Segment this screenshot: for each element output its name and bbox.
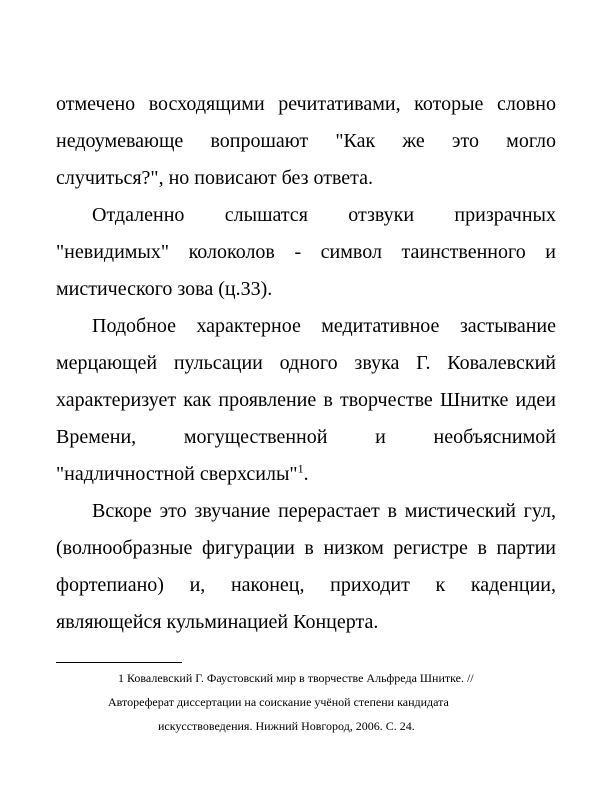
body-text-line xyxy=(56,462,556,486)
body-text-line: Вскоре это звучание перерастает в мистический гул, xyxy=(92,500,556,522)
body-text-line: мистического зова (ц.33). xyxy=(56,278,273,300)
body-text-line: случиться?", но повисают без ответа. xyxy=(56,167,374,189)
body-text-line: Времени, могущественной и необъяснимой xyxy=(56,426,556,448)
footnote-reference[interactable]: 1 xyxy=(297,461,304,476)
body-text-line: характеризует как проявление в творчестве Шнитке идеи xyxy=(56,389,556,411)
footnote-line: 1 Ковалевский Г. Фаустовский мир в творчестве Альфреда Шнитке. // xyxy=(118,671,474,685)
footnote-separator xyxy=(56,662,182,663)
body-text-line: Подобное характерное медитативное застывание xyxy=(92,315,556,337)
body-text-line: "невидимых" колоколов - символ таинственного и xyxy=(56,241,556,263)
body-text-line: недоумевающе вопрошают "Как же это могло xyxy=(56,130,556,152)
body-text-line: фортепиано) и, наконец, приходит к каденции, xyxy=(56,574,556,596)
footnote-line: искусствоведения. Нижний Новгород, 2006. С. 24. xyxy=(158,719,415,733)
body-text-line: отмечено восходящими речитативами, которые словно xyxy=(56,93,556,115)
sentence-end: . xyxy=(303,463,309,485)
body-text-line: мерцающей пульсации одного звука Г. Ковалевский xyxy=(56,352,556,374)
body-text-line: (волнообразные фигурации в низком регистре в партии xyxy=(56,537,556,559)
body-text-line: Отдаленно слышатся отзвуки призрачных xyxy=(92,204,556,226)
body-text-line: являющейся кульминацией Концерта. xyxy=(56,611,379,633)
footnote-line: Автореферат диссертации на соискание учёной степени кандидата xyxy=(108,695,449,709)
body-text-line-content: "надличностной сверхсилы" xyxy=(56,463,298,485)
